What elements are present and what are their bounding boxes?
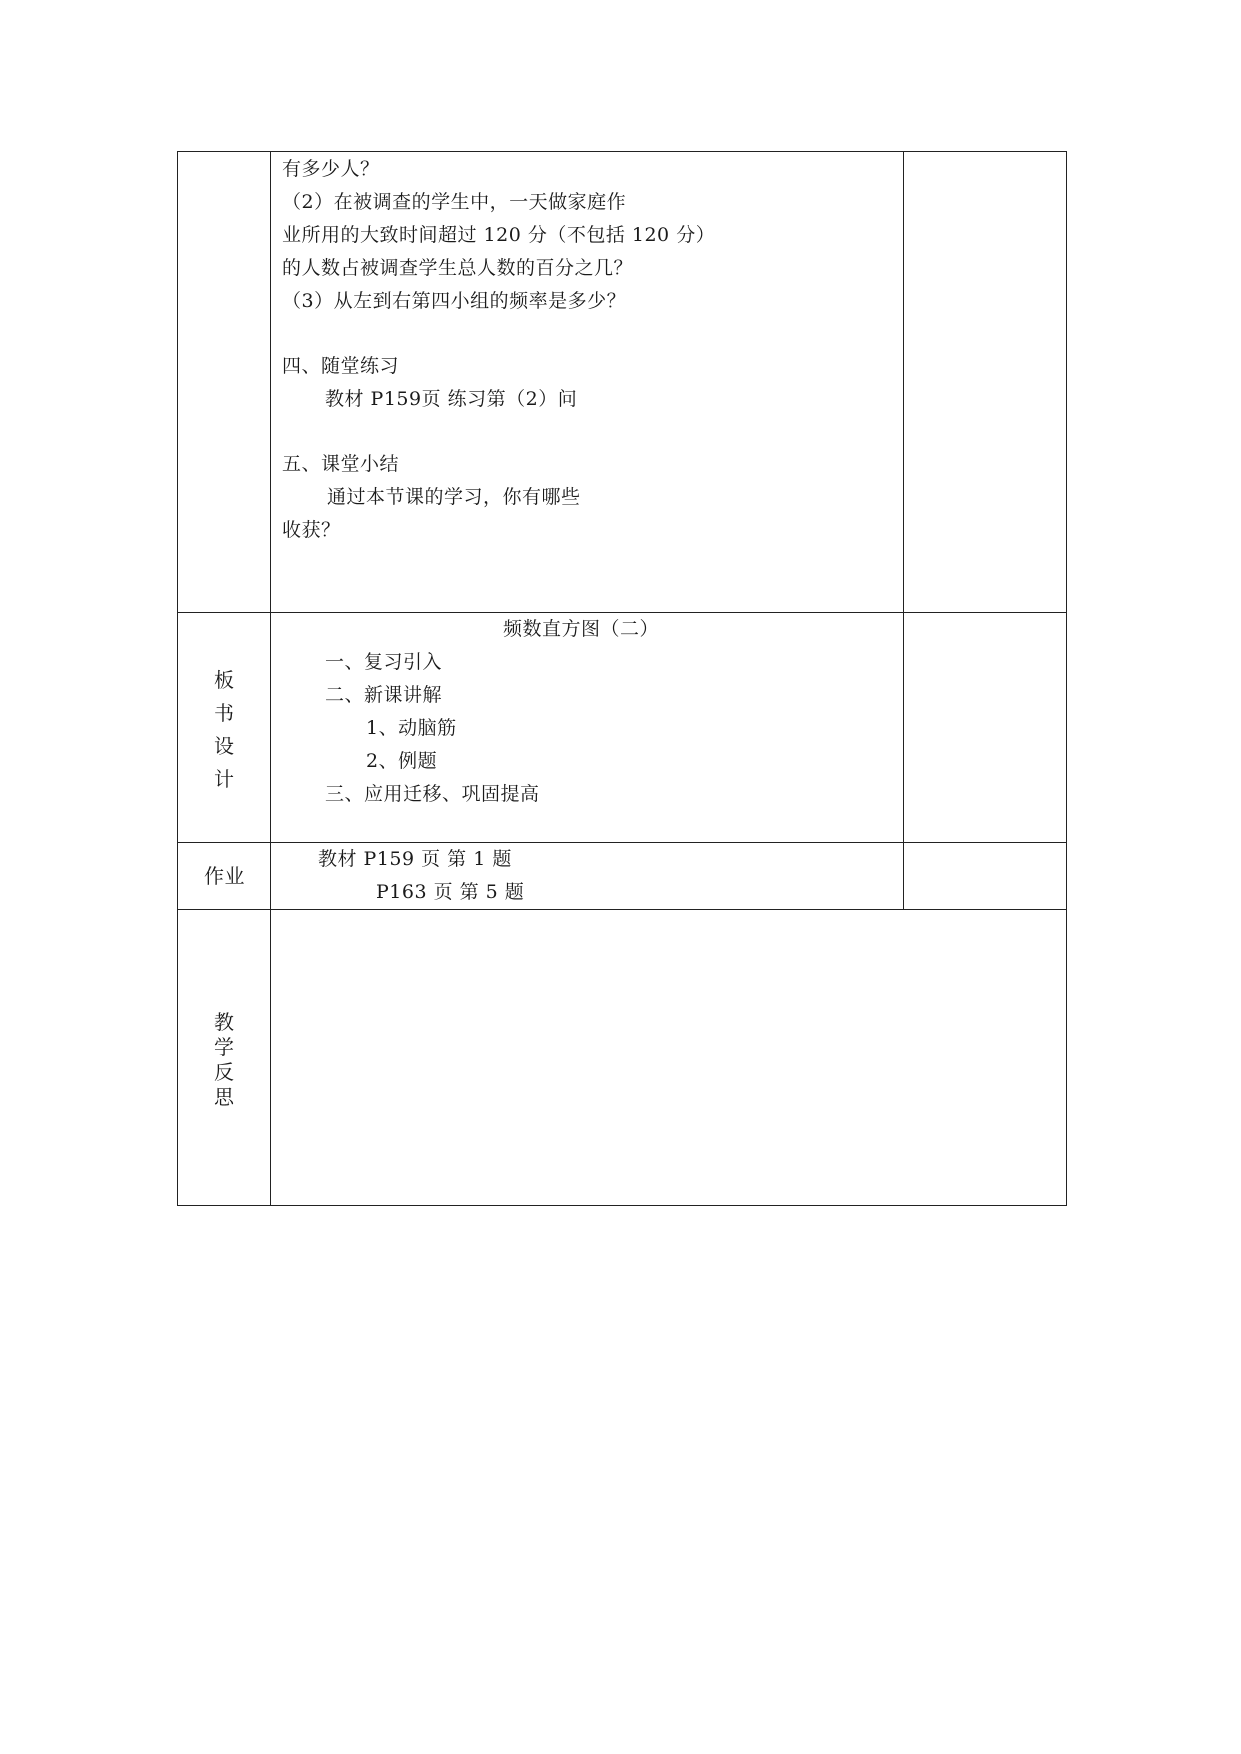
question-line: （2）在被调查的学生中，一天做家庭作 — [282, 191, 627, 213]
reflection-label-char: 学 — [214, 1035, 234, 1059]
practice-line: 教材 P159页 练习第（2）问 — [325, 388, 578, 410]
board-design-item: 二、新课讲解 — [325, 684, 443, 706]
summary-line: 收获？ — [282, 519, 341, 541]
board-design-title: 频数直方图（二） — [503, 618, 660, 640]
board-design-label-char: 书 — [214, 701, 234, 725]
board-design-item: 三、应用迁移、巩固提高 — [325, 783, 540, 805]
reflection-label-char: 教 — [214, 1010, 234, 1034]
row-divider — [177, 612, 1067, 613]
homework-line: 教材 P159 页 第 1 题 — [318, 848, 512, 870]
row-divider — [177, 842, 1067, 843]
board-design-label-char: 计 — [214, 767, 234, 791]
summary-line: 通过本节课的学习，你有哪些 — [327, 486, 581, 508]
question-line: 有多少人？ — [282, 158, 380, 180]
reflection-label-char: 反 — [214, 1060, 234, 1084]
board-design-label-char: 设 — [214, 734, 234, 758]
homework-label: 作业 — [204, 864, 245, 888]
reflection-content[interactable] — [271, 910, 1066, 1205]
question-line: （3）从左到右第四小组的频率是多少？ — [282, 290, 627, 312]
question-line: 的人数占被调查学生总人数的百分之几？ — [282, 257, 634, 279]
column-divider — [903, 151, 904, 909]
summary-heading: 五、课堂小结 — [282, 453, 400, 475]
board-design-item: 一、复习引入 — [325, 651, 443, 673]
practice-heading: 四、随堂练习 — [282, 355, 400, 377]
homework-line: P163 页 第 5 题 — [376, 881, 525, 903]
board-design-subitem: 1、动脑筋 — [366, 717, 457, 739]
question-line: 业所用的大致时间超过 120 分（不包括 120 分） — [282, 224, 716, 246]
board-design-label-char: 板 — [214, 668, 234, 692]
reflection-label-char: 思 — [214, 1085, 234, 1109]
board-design-subitem: 2、例题 — [366, 750, 438, 772]
